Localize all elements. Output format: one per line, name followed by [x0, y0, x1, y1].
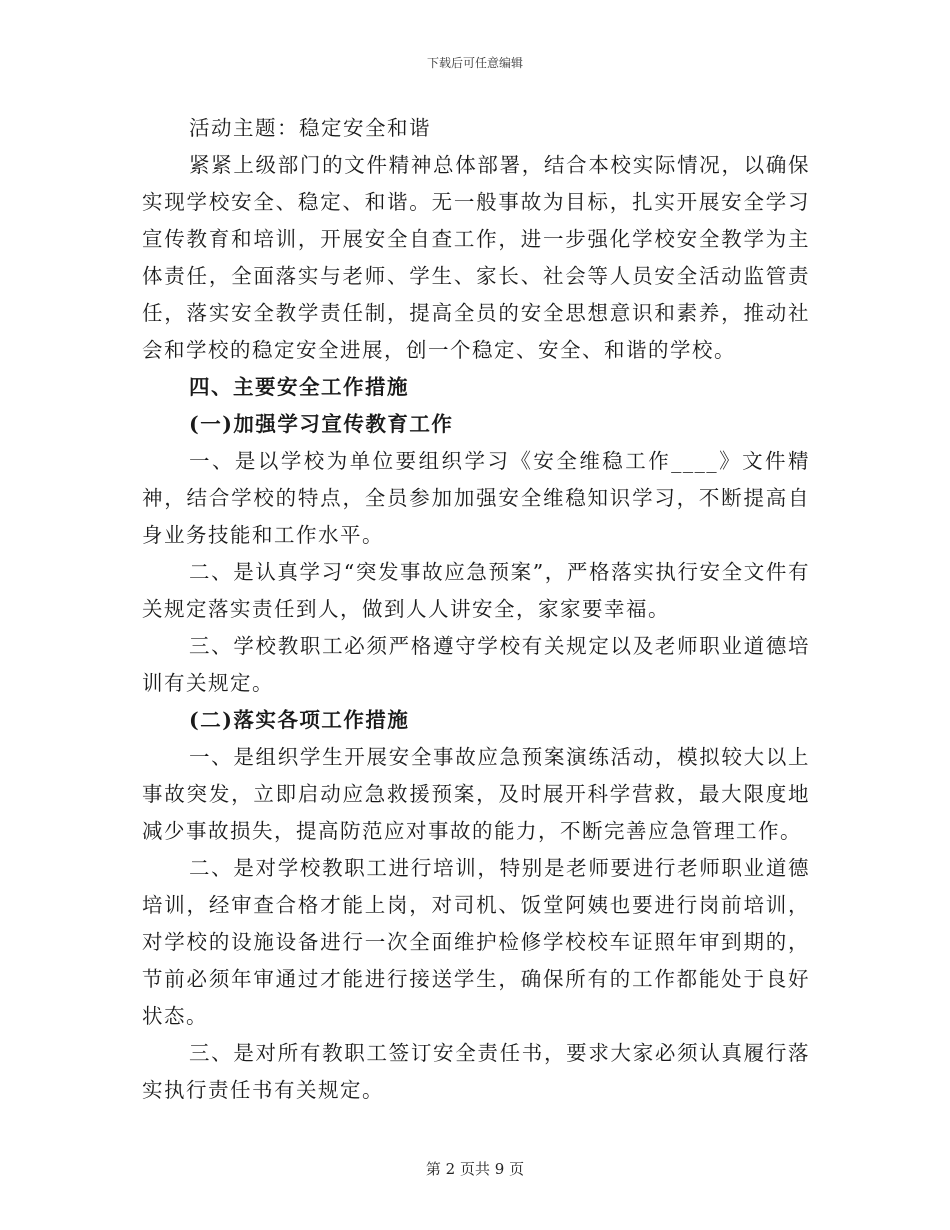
- document-body: [142, 110, 810, 1109]
- list-item-2-1: 一、是组织学生开展安全事故应急预案演练活动，模拟较大以上事故突发，立即启动应急救援预案，及时展开科学营救，最大限度地减少事故损失，提高防范应对事故的能力，不断完善应急管理工作。: [142, 745, 810, 843]
- list-item-2-2: 二、是对学校教职工进行培训，特别是老师要进行老师职业道德培训，经审查合格才能上岗，对司机、饭堂阿姨也要进行岗前培训，对学校的设施设备进行一次全面维护检修学校校车证照年审到期的，节前必须年审通过才能进行接送学生，确保所有的工作都能处于良好状态。: [142, 856, 810, 1028]
- page-footer: 第 2 页共 9 页: [425, 1160, 525, 1178]
- subsection-heading-2: (二)落实各项工作措施: [189, 708, 410, 732]
- intro-paragraph: 紧紧上级部门的文件精神总体部署，结合本校实际情况，以确保实现学校安全、稳定、和谐。无一般事故为目标，扎实开展安全学习宣传教育和培训，开展安全自查工作，进一步强化学校安全教学为主体责任，全面落实与老师、学生、家长、社会等人员安全活动监管责任，落实安全教学责任制，提高全员的安全思想意识和素养，推动社会和学校的稳定安全进展，创一个稳定、安全、和谐的学校。: [142, 153, 810, 362]
- list-item-1-1: 一、是以学校为单位要组织学习《安全维稳工作____》文件精神，结合学校的特点，全员参加加强安全维稳知识学习，不断提高自身业务技能和工作水平。: [142, 449, 810, 547]
- list-item-1-3: 三、学校教职工必须严格遵守学校有关规定以及老师职业道德培训有关规定。: [142, 634, 810, 695]
- page-header: 下载后可任意编辑: [426, 56, 523, 70]
- activity-theme: 活动主题：稳定安全和谐: [189, 116, 431, 140]
- subsection-heading-1: (一)加强学习宣传教育工作: [189, 412, 454, 436]
- list-item-2-3: 三、是对所有教职工签订安全责任书，要求大家必须认真履行落实执行责任书有关规定。: [142, 1041, 810, 1102]
- list-item-1-2: 二、是认真学习“突发事故应急预案”，严格落实执行安全文件有关规定落实责任到人，做到人人讲安全，家家要幸福。: [142, 560, 810, 621]
- section-heading-4: 四、主要安全工作措施: [189, 375, 409, 399]
